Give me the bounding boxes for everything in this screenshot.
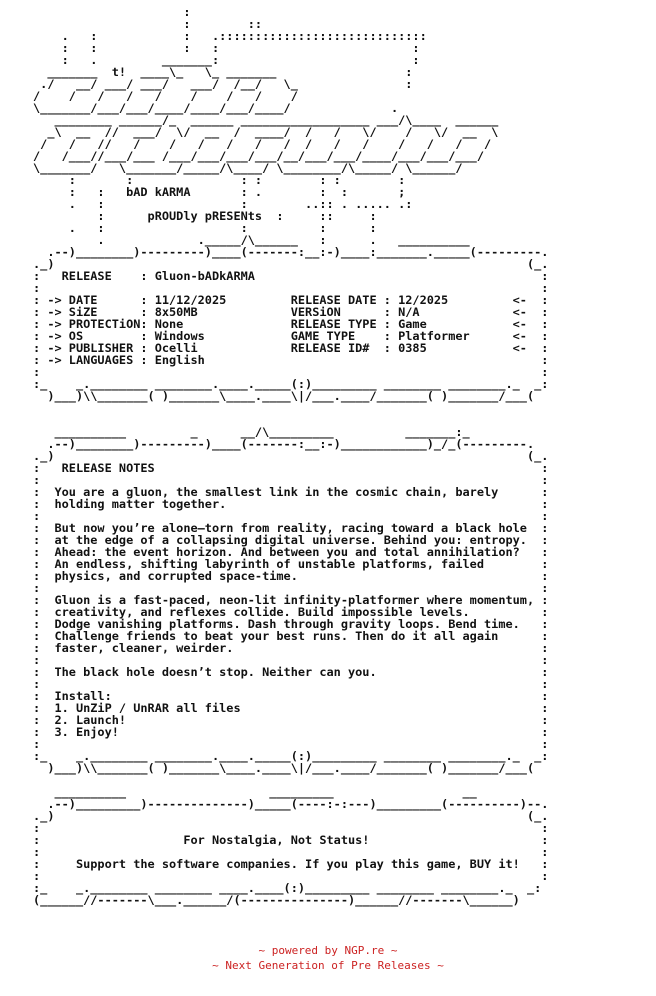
nfo-document: : : :: . : : .::::::::::::::::::::::::::::: : : : : : : . _______: : _______ t! ____\_ \_ _______ : ./ __/ ___/ ___/ ___/ /__/ \_ : / / / / / / / / / \_______/___/___/____/____/___/____/ . ________ ______/_ ______ __________________ ___/\____ ______ _\ __ // ___/ \/ __ / ____/ / / \/ / \/ __ \ / / // / / / / / / / / / / / / / / /___//___/___ /___/___/___/___/__/___/___/____/___/___/___/ \_______/ \_______/_____/\____/ \________/\_____/ \______/ : : : : : : : : : bAD kARMA : . : : ; . : : ..:: . ..... .: : pROUDly pRESENts : :: : . : : : : . ._____/\______ : . __________ .--)________)---------)____(-------:__:-)____:_______._____(---------. ._) (_. : RELEASE : Gluon-bADkARMA : : : : -> DATE : 11/12/2025 RELEASE DATE : 12/2025 <- : : -> SiZE : 8x50MB VERSiON : N/A <- : : -> PROTECTiON: None RELEASE TYPE : Game <- : : -> OS : Windows GAME TYPE : Platformer <- : : -> PUBLISHER : Ocelli RELEASE ID# : 0385 <- : : -> LANGUAGES : English : : : :_ _.________ ________.____._____(:)_________ ________ ________._ _: )___)\\_______( )_______\____.____\|/___.____/_______( )_______/___( __________ _ __/\_________ _______:_ .--)________)---------)____(-------:__:-)____________)_/_(---------. ._) (_. : RELEASE NOTES : : : : You are a gluon, the smallest link in the cosmic chain, barely : : holding matter together. : : : : But now you’re alone—torn from reality, racing toward a black hole : : at the edge of a collapsing digital universe. Behind you: entropy. : : Ahead: the event horizon. And between you and total annihilation? : : An endless, shifting labyrinth of unstable platforms, failed : : physics, and corrupted space-time. : : : : Gluon is a fast-paced, neon-lit infinity-platformer where momentum, : : creativity, and reflexes collide. Build impossible levels. : : Dodge vanishing platforms. Dash through gravity loops. Bend time. : : Challenge friends to beat your best runs. Then do it all again : : faster, cleaner, weirder. : : : : The black hole doesn’t stop. Neither can you. : : : : Install: : : 1. UnZiP / UnRAR all files : : 2. Launch! : : 3. Enjoy! : : : :_ _.________ ________.____._____(:)_________ ________ ________._ _: )___)\\_______( )_______\____.____\|/___.____/_______( )_______/___( __________ _________ __ .--)_________)--------------)_____(----:-:---)_________(----------)--. ._) (_. : : : For Nostalgia, Not Status! : : : : Support the software companies. If you play this game, BUY it! : : : :_ _.________ ________ ____.____(:)_________ ________ ________._ _: (______//-------\___.______/(---------------)______//-------\______): [33, 5, 549, 907]
credit-powered-by: ~ powered by NGP.re ~: [258, 944, 398, 957]
credit-tagline: ~ Next Generation of Pre Releases ~: [212, 959, 444, 972]
